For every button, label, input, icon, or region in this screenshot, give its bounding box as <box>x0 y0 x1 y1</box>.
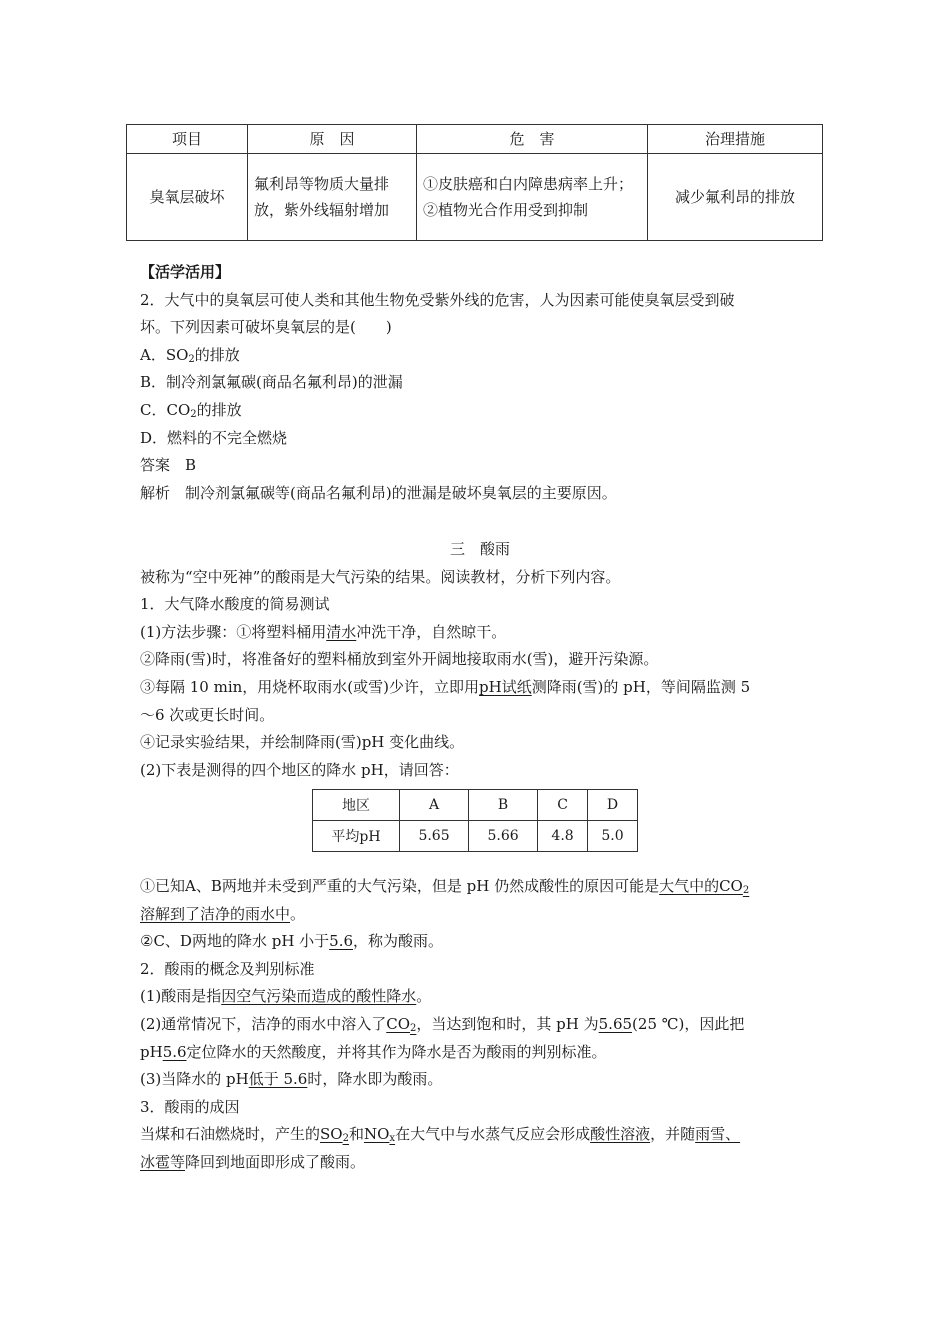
question-2-blank: 5.6 <box>329 932 354 951</box>
ph-cell: 地区 <box>313 790 400 821</box>
question-1-tail: 。 <box>290 904 306 923</box>
definition-3 <box>140 1066 820 1094</box>
cause-sub-1: 2 <box>342 1133 349 1145</box>
cause-mid-2: ，并随 <box>650 1125 696 1144</box>
definition-2-sub: 2 <box>410 1022 417 1034</box>
question-2 <box>140 928 820 956</box>
option-d: D．燃料的不完全燃烧 <box>140 428 288 447</box>
definition-2b-blank: 5.6 <box>162 1042 187 1061</box>
ph-cell: 5.0 <box>588 821 638 852</box>
exercise-heading: 【活学活用】 <box>140 263 231 281</box>
ph-cell: 5.65 <box>400 821 469 852</box>
cause-line-1 <box>140 1121 820 1149</box>
definition-1-text: (1)酸雨是指 <box>140 987 222 1006</box>
acid-rain-section-top <box>140 536 820 784</box>
definition-3-text: (3)当降水的 pH <box>140 1070 249 1089</box>
option-a <box>140 342 820 370</box>
exercise-block <box>140 259 820 507</box>
cause-blank-so2: SO <box>320 1125 343 1144</box>
definition-1-blank: 因空气污染而造成的酸性降水 <box>221 987 417 1006</box>
analysis: 解析 制冷剂氯氟碳等(商品名氟利昂)的泄漏是破坏臭氧层的主要原因。 <box>140 483 617 502</box>
question-1-sub: 2 <box>742 885 750 896</box>
cell-cause: 氟利昂等物质大量排放，紫外线辐射增加 <box>248 154 417 241</box>
subheading-2: 2．酸雨的概念及判别标准 <box>140 959 315 978</box>
section-intro: 被称为“空中死神”的酸雨是大气污染的结果。阅读教材，分析下列内容。 <box>140 567 621 586</box>
definition-2-text: (2)通常情况下，洁净的雨水中溶入了 <box>140 1014 387 1033</box>
definition-2-tail: (25 ℃)，因此把 <box>632 1014 745 1033</box>
subheading-3: 3．酸雨的成因 <box>140 1097 240 1116</box>
step-3-blank: pH试纸 <box>479 677 532 696</box>
ph-cell: C <box>538 790 588 821</box>
question-1-blank-2: 溶解到了洁净的雨水中 <box>140 904 291 923</box>
option-a-sub: 2 <box>188 353 195 365</box>
table-row <box>313 790 638 821</box>
header-cause: 原 因 <box>248 125 417 154</box>
cause-and: 和 <box>348 1125 364 1144</box>
ph-cell: A <box>400 790 469 821</box>
cause-line-2 <box>140 1149 820 1177</box>
ph-cell: 5.66 <box>469 821 538 852</box>
cause-sub-2: x <box>389 1133 396 1145</box>
header-measure: 治理措施 <box>648 125 823 154</box>
step-3 <box>140 674 820 702</box>
definition-2b-text: pH <box>140 1042 163 1061</box>
step-1-text: (1)方法步骤：①将塑料桶用 <box>140 622 327 641</box>
question-1-line-2 <box>140 901 820 929</box>
option-c-sub: 2 <box>190 408 197 420</box>
question-line-1: 2．大气中的臭氧层可使人类和其他生物免受紫外线的危害，人为因素可能使臭氧层受到破 <box>140 290 735 309</box>
cause-tail: 降回到地面即形成了酸雨。 <box>185 1152 366 1171</box>
cause-mid: 在大气中与水蒸气反应会形成 <box>395 1125 591 1144</box>
question-1 <box>140 873 820 901</box>
option-b: B．制冷剂氯氟碳(商品名氟利昂)的泄漏 <box>140 373 403 392</box>
cause-blank-hail: 冰雹等 <box>140 1152 186 1171</box>
definition-2-blank-1: CO <box>386 1014 411 1033</box>
table-row <box>313 821 638 852</box>
cause-blank-rain: 雨雪、 <box>695 1125 741 1144</box>
ph-table <box>312 789 638 852</box>
step-3-text: ③每隔 10 min，用烧杯取雨水(或雪)少许，立即用 <box>140 677 480 696</box>
ozone-table <box>126 124 823 241</box>
header-harm: 危 害 <box>417 125 648 154</box>
question-2-text: ②C、D两地的降水 pH 小于 <box>140 932 330 951</box>
cell-measure: 减少氟利昂的排放 <box>648 154 823 241</box>
option-c-text: C．CO <box>140 400 191 419</box>
definition-2-blank-2: 5.65 <box>598 1014 633 1033</box>
cell-item: 臭氧层破坏 <box>127 154 248 241</box>
acid-rain-section-bottom <box>140 873 820 1177</box>
section-title: 三 酸雨 <box>449 540 510 558</box>
step-3-tail: 测降雨(雪)的 pH，等间隔监测 5 <box>531 677 751 696</box>
definition-3-tail: 时，降水即为酸雨。 <box>307 1070 443 1089</box>
definition-3-blank: 低于 5.6 <box>248 1070 308 1089</box>
ph-cell: 4.8 <box>538 821 588 852</box>
table-row <box>127 154 823 241</box>
step-2: ②降雨(雪)时，将准备好的塑料桶放到室外开阔地接取雨水(雪)，避开污染源。 <box>140 650 659 669</box>
cause-blank-solution: 酸性溶液 <box>590 1125 651 1144</box>
cell-harm: ①皮肤癌和白内障患病率上升；②植物光合作用受到抑制 <box>417 154 648 241</box>
definition-1-tail: 。 <box>416 987 432 1006</box>
step-1 <box>140 619 820 647</box>
definition-1 <box>140 983 820 1011</box>
option-c <box>140 397 820 425</box>
header-item: 项目 <box>127 125 248 154</box>
ph-cell: 平均pH <box>313 821 400 852</box>
step-4: ④记录实验结果，并绘制降雨(雪)pH 变化曲线。 <box>140 733 465 752</box>
definition-2b-tail: 定位降水的天然酸度，并将其作为降水是否为酸雨的判别标准。 <box>186 1042 607 1061</box>
cause-text: 当煤和石油燃烧时，产生的 <box>140 1125 321 1144</box>
option-c-tail: 的排放 <box>196 400 242 419</box>
question-2-tail: ，称为酸雨。 <box>353 932 444 951</box>
ph-cell: B <box>469 790 538 821</box>
table-header-row <box>127 125 823 154</box>
question-1-blank: 大气中的CO <box>659 877 743 895</box>
subheading-1: 1．大气降水酸度的简易测试 <box>140 595 330 614</box>
step-3-line-2: ～6 次或更长时间。 <box>140 705 275 724</box>
cause-blank-nox: NO <box>363 1125 390 1144</box>
answer: 答案 B <box>140 456 197 475</box>
question-line-2: 坏。下列因素可破坏臭氧层的是( ) <box>140 318 392 337</box>
option-a-text: A．SO <box>140 345 189 364</box>
step-1-tail: 冲洗干净，自然晾干。 <box>356 622 507 641</box>
option-a-tail: 的排放 <box>194 345 240 364</box>
step-1-blank: 清水 <box>326 622 357 641</box>
definition-2-mid: ，当达到饱和时，其 pH 为 <box>416 1014 599 1033</box>
question-1-text: ①已知A、B两地并未受到严重的大气污染，但是 pH 仍然成酸性的原因可能是 <box>140 877 660 895</box>
definition-2 <box>140 1011 820 1039</box>
step-5: (2)下表是测得的四个地区的降水 pH，请回答： <box>140 760 459 779</box>
definition-2-line-2 <box>140 1039 820 1067</box>
ph-cell: D <box>588 790 638 821</box>
